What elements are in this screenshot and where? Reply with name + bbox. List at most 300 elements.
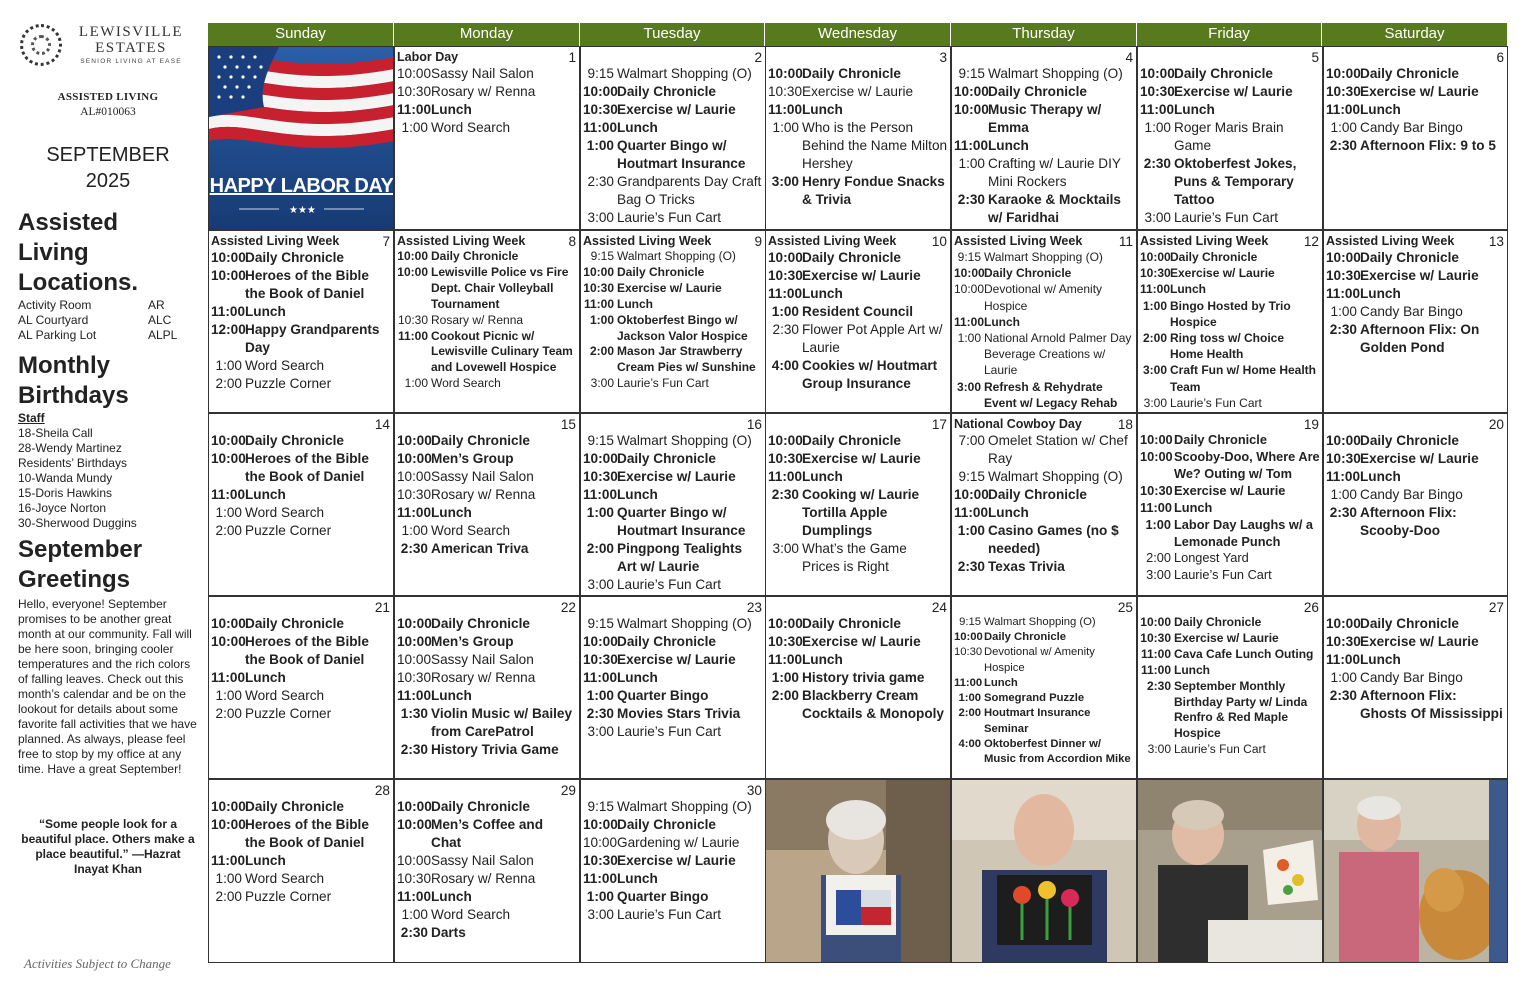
day-cell <box>580 230 766 413</box>
event-time: 1:00 <box>1142 298 1167 313</box>
event-text: Lunch <box>617 296 653 311</box>
day-number: 30 <box>746 783 762 798</box>
event-item <box>768 687 948 723</box>
day-number: 8 <box>568 234 576 249</box>
weekday-wednesday: Wednesday <box>765 23 951 46</box>
event-item <box>1140 742 1320 758</box>
event-item <box>1326 615 1505 633</box>
event-text: Quarter Bingo w/ Houtmart Insurance <box>617 138 746 171</box>
event-time: 2:30 <box>957 192 985 207</box>
event-time: 10:30 <box>583 280 614 295</box>
event-item <box>954 676 1134 691</box>
event-text: Texas Trivia <box>988 559 1065 574</box>
event-time: 2:30 <box>1329 322 1357 337</box>
locations-list <box>18 298 198 343</box>
labor-day-image <box>208 46 394 230</box>
event-item <box>397 798 577 816</box>
event-item <box>1326 65 1505 83</box>
event-time: 9:15 <box>959 616 981 628</box>
event-item <box>1326 468 1505 486</box>
event-item <box>583 83 763 101</box>
event-item <box>583 486 763 504</box>
day-title <box>768 599 948 615</box>
event-item <box>1326 321 1505 357</box>
event-text: Laurie’s Fun Cart <box>617 210 722 225</box>
event-text: Roger Maris Brain Game <box>1174 120 1284 153</box>
event-time: 11:00 <box>1326 286 1361 301</box>
day-number: 5 <box>1311 50 1319 65</box>
year-label: 2025 <box>85 170 131 192</box>
day-title <box>583 49 763 65</box>
event-item <box>1326 669 1505 687</box>
event-text: History trivia game <box>802 670 925 685</box>
event-time: 10:00 <box>583 835 618 850</box>
event-text: Walmart Shopping (O) <box>988 66 1123 81</box>
event-item <box>583 723 763 741</box>
event-time: 3:00 <box>1146 567 1171 583</box>
event-text: Exercise w/ Laurie <box>617 652 736 667</box>
event-time: 10:00 <box>397 817 432 832</box>
event-item <box>211 870 391 888</box>
event-time: 10:00 <box>397 469 432 484</box>
event-text: Word Search <box>245 358 325 373</box>
event-text: Word Search <box>431 120 511 135</box>
event-time: 10:00 <box>397 853 432 868</box>
event-time: 10:30 <box>768 634 803 649</box>
event-time: 2:30 <box>1146 678 1171 693</box>
day-title: Labor Day <box>397 50 459 64</box>
event-text: Laurie’s Fun Cart <box>1170 395 1262 410</box>
event-item <box>768 633 948 651</box>
event-text: Daily Chronicle <box>1174 432 1267 447</box>
event-item <box>954 265 1134 281</box>
event-item <box>211 852 391 870</box>
location-name: AL Parking Lot <box>18 328 97 342</box>
event-text: Resident Council <box>802 304 914 319</box>
day-number: 21 <box>374 600 390 615</box>
event-text: Word Search <box>245 688 325 703</box>
event-time: 10:00 <box>1326 433 1361 448</box>
event-item <box>768 540 948 576</box>
day-number: 20 <box>1488 417 1504 432</box>
event-time: 1:00 <box>771 304 799 319</box>
event-item <box>397 615 577 633</box>
event-time: 11:00 <box>211 304 246 319</box>
event-item <box>954 468 1134 486</box>
event-time: 11:00 <box>954 505 989 520</box>
event-text: Lunch <box>617 871 658 886</box>
event-time: 1:00 <box>957 331 981 346</box>
event-item <box>954 691 1134 706</box>
event-item <box>211 321 391 357</box>
event-item <box>397 669 577 687</box>
event-text: Laurie’s Fun Cart <box>1174 210 1279 225</box>
event-time: 3:00 <box>587 724 614 739</box>
event-item <box>1326 504 1505 540</box>
event-text: Cooking w/ Laurie Tortilla Apple Dumplings <box>802 487 920 538</box>
event-text: Lunch <box>988 138 1029 153</box>
event-text: Sassy Nail Salon <box>431 469 534 484</box>
day-title <box>1140 416 1320 432</box>
day-title <box>1326 416 1505 432</box>
event-text: Crafting w/ Laurie DIY Mini Rockers <box>988 156 1121 189</box>
event-item <box>1140 663 1320 679</box>
license-title: ASSISTED LIVING <box>57 91 159 103</box>
day-title <box>397 599 577 615</box>
event-time: 9:15 <box>587 799 614 814</box>
event-time: 9:15 <box>958 469 985 484</box>
event-item <box>583 344 763 376</box>
event-item <box>1326 101 1505 119</box>
event-text: Daily Chronicle <box>617 451 716 466</box>
event-text: Quarter Bingo <box>617 889 709 904</box>
event-time: 10:00 <box>583 634 618 649</box>
day-cell <box>1137 596 1323 779</box>
event-text: Lunch <box>1360 469 1401 484</box>
event-item <box>954 83 1134 101</box>
event-text: Houtmart Insurance Seminar <box>984 707 1091 735</box>
event-text: Lunch <box>988 505 1029 520</box>
event-time: 10:00 <box>954 631 983 644</box>
day-title <box>211 416 391 432</box>
day-number: 19 <box>1303 417 1319 432</box>
staff-birthdays <box>18 426 198 456</box>
event-text: Walmart Shopping (O) <box>617 66 752 81</box>
event-text: Daily Chronicle <box>245 799 344 814</box>
event-text: Exercise w/ Laurie <box>617 469 736 484</box>
event-text: Cookies w/ Houtmart Group Insurance <box>802 358 938 391</box>
day-number: 2 <box>754 50 762 65</box>
day-number: 14 <box>374 417 390 432</box>
event-time: 2:30 <box>771 487 799 502</box>
event-time: 10:00 <box>1326 66 1361 81</box>
event-time: 10:00 <box>1326 616 1361 631</box>
event-item <box>768 249 948 267</box>
event-text: Daily Chronicle <box>245 250 344 265</box>
event-time: 10:00 <box>1140 448 1173 464</box>
event-text: Exercise w/ Laurie <box>1174 482 1286 498</box>
event-time: 1:00 <box>401 907 428 922</box>
event-time: 10:30 <box>954 646 983 659</box>
event-text: Who is the Person Behind the Name Milton Hershey <box>802 120 948 171</box>
event-item <box>954 330 1134 379</box>
event-text: Henry Fondue Snacks & Trivia <box>802 174 945 207</box>
event-item <box>211 687 391 705</box>
event-text: Rosary w/ Renna <box>431 871 536 886</box>
event-time: 1:00 <box>1330 304 1357 319</box>
event-item <box>583 281 763 297</box>
event-item <box>1326 83 1505 101</box>
event-time: 1:00 <box>1330 487 1357 502</box>
event-item <box>397 924 577 942</box>
day-number: 4 <box>1125 50 1133 65</box>
event-time: 9:15 <box>958 66 985 81</box>
event-time: 10:30 <box>768 451 803 466</box>
event-text: Lunch <box>431 102 472 117</box>
day-title <box>1326 599 1505 615</box>
labor-day-banner: HAPPY LABOR DAY <box>209 175 394 197</box>
event-text: Casino Games (no $ needed) <box>988 523 1119 556</box>
event-item <box>397 313 577 329</box>
event-time: 3:00 <box>1143 395 1167 410</box>
event-item <box>768 285 948 303</box>
event-time: 2:30 <box>957 559 985 574</box>
event-time: 4:00 <box>771 358 799 373</box>
event-time: 10:00 <box>583 84 618 99</box>
event-item <box>397 651 577 669</box>
event-item <box>583 705 763 723</box>
day-number: 28 <box>374 783 390 798</box>
event-text: Exercise w/ Laurie <box>1174 630 1279 645</box>
event-text: Music Therapy w/ Emma <box>988 102 1102 135</box>
event-text: Afternoon Flix: Scooby-Doo <box>1360 505 1457 538</box>
event-item <box>1140 65 1320 83</box>
day-title <box>583 599 763 615</box>
day-number: 27 <box>1488 600 1504 615</box>
event-time: 10:30 <box>1140 266 1171 281</box>
event-time: 10:00 <box>768 616 803 631</box>
event-item <box>583 265 763 281</box>
event-text: Candy Bar Bingo <box>1360 304 1463 319</box>
event-time: 10:00 <box>211 433 246 448</box>
event-text: Grandparents Day Craft Bag O Tricks <box>617 174 762 207</box>
event-item <box>397 329 577 377</box>
event-time: 10:00 <box>954 84 989 99</box>
event-text: Darts <box>431 925 466 940</box>
event-text: Puzzle Corner <box>245 376 332 391</box>
event-time: 10:00 <box>211 250 246 265</box>
event-item <box>954 137 1134 155</box>
event-text: Afternoon Flix: Ghosts Of Mississippi <box>1360 688 1503 721</box>
event-time: 1:30 <box>400 706 428 721</box>
event-text: Pingpong Tealights Art w/ Laurie <box>617 541 743 574</box>
event-text: Happy Grandparents Day <box>245 322 380 355</box>
event-text: Lunch <box>431 889 472 904</box>
day-cell <box>580 596 766 779</box>
event-item <box>768 65 948 83</box>
event-text: Daily Chronicle <box>1174 66 1273 81</box>
event-item <box>1326 137 1505 155</box>
event-text: Daily Chronicle <box>984 266 1072 281</box>
event-time: 10:00 <box>583 817 618 832</box>
event-text: Karaoke & Mocktails w/ Faridhai <box>988 192 1121 225</box>
event-text: Exercise w/ Laurie <box>802 634 921 649</box>
day-title: Assisted Living Week <box>211 234 340 248</box>
event-item <box>1326 119 1505 137</box>
weekday-saturday: Saturday <box>1322 23 1508 46</box>
event-item <box>397 83 577 101</box>
event-item <box>583 450 763 468</box>
locations-heading: Assisted Living Locations. <box>18 209 139 296</box>
day-title <box>1140 49 1320 65</box>
event-time: 10:00 <box>211 634 246 649</box>
license-number: AL#010063 <box>80 106 136 118</box>
day-cell <box>208 779 394 963</box>
event-time: 1:00 <box>1144 120 1171 135</box>
event-text: Heroes of the Bible the Book of Daniel <box>245 817 369 850</box>
event-text: Lunch <box>617 120 658 135</box>
event-time: 1:00 <box>586 889 614 904</box>
event-text: Rosary w/ Renna <box>431 670 536 685</box>
event-text: Oktoberfest Dinner w/ Music from Accordion Mike <box>984 737 1131 766</box>
event-item <box>1326 633 1505 651</box>
event-text: Word Search <box>431 523 511 538</box>
event-item <box>583 852 763 870</box>
event-text: Lunch <box>1360 102 1401 117</box>
event-item <box>1140 647 1320 663</box>
event-item <box>583 888 763 906</box>
event-time: 11:00 <box>397 889 432 904</box>
event-time: 11:00 <box>1326 652 1361 667</box>
event-item <box>583 816 763 834</box>
event-time: 10:00 <box>768 250 803 265</box>
event-time: 9:15 <box>587 66 614 81</box>
event-item <box>768 669 948 687</box>
event-item <box>768 486 948 540</box>
location-name: Activity Room <box>18 298 92 312</box>
event-item <box>768 101 948 119</box>
event-time: 10:30 <box>583 102 618 117</box>
event-text: Exercise w/ Laurie <box>617 853 736 868</box>
event-text: Omelet Station w/ Chef Ray <box>988 433 1128 466</box>
day-cell <box>765 46 951 230</box>
day-title: Assisted Living Week <box>954 234 1083 248</box>
day-cell <box>580 413 766 596</box>
event-time: 11:00 <box>397 102 432 117</box>
day-cell <box>1323 413 1508 596</box>
event-text: Laurie’s Fun Cart <box>1174 742 1266 757</box>
event-text: Daily Chronicle <box>1360 66 1459 81</box>
event-time: 11:00 <box>397 505 432 520</box>
event-text: Candy Bar Bingo <box>1360 487 1463 502</box>
event-item <box>583 870 763 888</box>
event-text: Lunch <box>431 505 472 520</box>
day-number: 12 <box>1303 234 1319 249</box>
event-item <box>1326 285 1505 303</box>
event-text: Daily Chronicle <box>245 616 344 631</box>
event-text: Daily Chronicle <box>617 817 716 832</box>
day-cell <box>1323 596 1508 779</box>
event-item <box>397 633 577 651</box>
event-text: Lunch <box>984 314 1020 329</box>
event-text: Oktoberfest Jokes, Puns & Temporary Tattoo <box>1174 156 1297 207</box>
location-code: ALPL <box>148 328 178 342</box>
event-text: American Triva <box>431 541 529 556</box>
event-item <box>583 540 763 576</box>
event-item <box>397 870 577 888</box>
event-item <box>583 137 763 173</box>
event-time: 9:15 <box>587 616 614 631</box>
location-row <box>18 328 198 343</box>
event-item <box>1326 651 1505 669</box>
event-text: Exercise w/ Laurie <box>617 280 722 295</box>
event-text: Walmart Shopping (O) <box>988 469 1123 484</box>
event-item <box>211 798 391 816</box>
event-time: 10:30 <box>397 670 432 685</box>
event-text: Daily Chronicle <box>1360 616 1459 631</box>
event-time: 10:00 <box>954 282 985 297</box>
event-time: 10:00 <box>1140 250 1171 264</box>
location-name: AL Courtyard <box>18 313 89 327</box>
day-cell <box>951 230 1137 413</box>
event-item <box>768 432 948 450</box>
day-number: 18 <box>1117 417 1133 432</box>
day-number: 22 <box>560 600 576 615</box>
event-time: 10:30 <box>1326 268 1361 283</box>
event-item <box>954 101 1134 137</box>
weekday-tuesday: Tuesday <box>580 23 765 46</box>
day-number: 9 <box>754 234 762 249</box>
event-text: Lunch <box>245 304 286 319</box>
photo-resident-painting <box>1137 779 1323 963</box>
license-block <box>18 90 198 120</box>
day-title: Assisted Living Week <box>1140 234 1269 248</box>
weekday-thursday: Thursday <box>951 23 1137 46</box>
event-item <box>583 209 763 227</box>
event-text: Somegrand Puzzle <box>984 692 1085 705</box>
event-time: 11:00 <box>397 688 432 703</box>
event-time: 10:00 <box>211 817 246 832</box>
event-text: Rosary w/ Renna <box>431 312 524 327</box>
event-item <box>583 65 763 83</box>
event-item <box>1140 155 1320 209</box>
event-text: Exercise w/ Laurie <box>1360 634 1479 649</box>
event-text: Devotional w/ Amenity Hospice <box>984 646 1095 674</box>
birthdays-heading: Monthly Birthdays <box>18 352 129 409</box>
event-text: Cookout Picnic w/ Lewisville Culinary Team and Lovewell Hospice <box>431 328 573 375</box>
event-time: 10:00 <box>211 616 246 631</box>
greetings-text: Hello, everyone! September promises to be another great month at our community. Fall will be here soon, bringing cooler temperatures and the rich colors of falling leaves. Check out this month’s calendar and be on the lookout for details about some favorite fall activities that we have planned. As always, please feel free to stop by my office at any time. Have a great September! <box>18 597 197 776</box>
event-text: Bingo Hosted by Trio Hospice <box>1170 298 1291 329</box>
event-time: 11:00 <box>1326 469 1361 484</box>
event-text: Devotional w/ Amenity Hospice <box>984 282 1103 313</box>
event-time: 10:30 <box>1326 451 1361 466</box>
event-item <box>1140 550 1320 567</box>
day-title: National Cowboy Day <box>954 417 1082 431</box>
event-time: 12:00 <box>211 322 246 337</box>
event-item <box>583 687 763 705</box>
event-text: Heroes of the Bible the Book of Daniel <box>245 268 369 301</box>
event-text: Daily Chronicle <box>984 631 1067 644</box>
logo-tagline: SENIOR LIVING AT EASE <box>80 58 182 65</box>
event-item <box>1326 267 1505 285</box>
event-text: Lunch <box>802 102 843 117</box>
event-item <box>1140 101 1320 119</box>
staff-label: Staff <box>18 411 45 425</box>
event-time: 10:00 <box>397 66 432 81</box>
day-cell <box>951 596 1137 779</box>
birthdays-list <box>18 411 198 531</box>
event-text: Heroes of the Bible the Book of Daniel <box>245 451 369 484</box>
event-time: 1:00 <box>771 670 799 685</box>
event-time: 10:00 <box>954 266 985 281</box>
event-time: 11:00 <box>768 652 803 667</box>
event-item <box>768 119 948 173</box>
event-time: 10:00 <box>397 799 432 814</box>
day-number: 6 <box>1496 50 1504 65</box>
day-cell <box>951 413 1137 596</box>
event-text: Lunch <box>617 670 658 685</box>
event-item <box>397 705 577 741</box>
day-title <box>954 49 1134 65</box>
event-text: Sassy Nail Salon <box>431 853 534 868</box>
event-text: Daily Chronicle <box>431 799 530 814</box>
event-time: 11:00 <box>583 670 618 685</box>
day-title <box>583 782 763 798</box>
event-item <box>954 615 1134 630</box>
event-text: Daily Chronicle <box>431 616 530 631</box>
event-text: Lunch <box>1174 662 1210 677</box>
